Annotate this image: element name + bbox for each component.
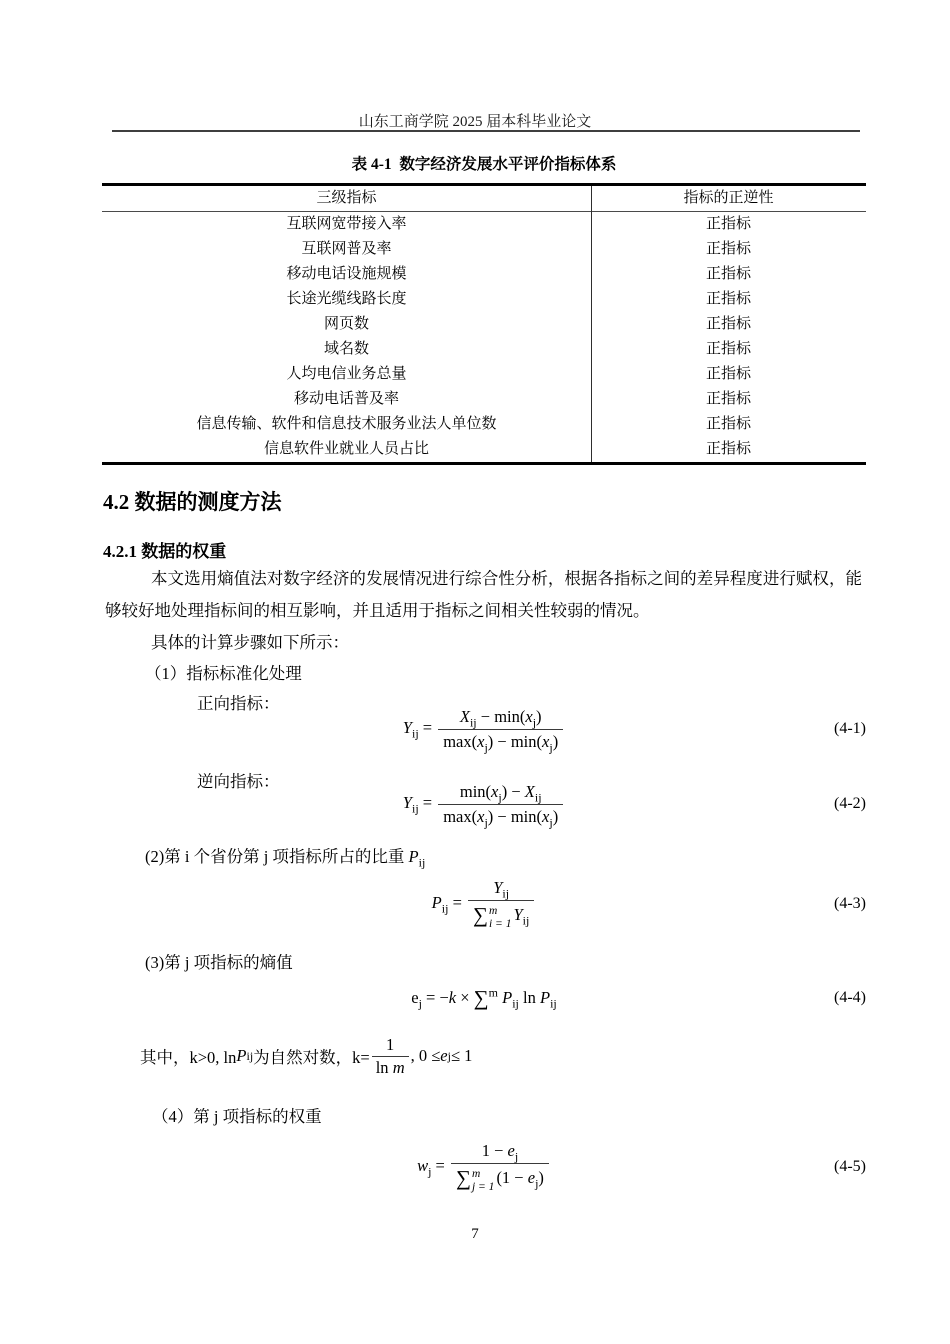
equation-4-2-body: [403, 782, 565, 827]
step-2-label: (2)第 i 个省份第 j 项指标所占的比重 $P_{ij}$: [145, 847, 426, 870]
indicator-cell: 信息软件业就业人员占比: [263, 441, 429, 457]
fraction-denominator: ∑ m j = 1 $(1 - e_j)$: [455, 1165, 544, 1193]
step-1-label: （1）指标标准化处理: [145, 664, 302, 683]
step-4-label: （4）第 j 项指标的权重: [152, 1107, 322, 1126]
table-row: [102, 287, 866, 312]
equation-number: (4-5): [834, 1158, 866, 1175]
fraction: [438, 707, 563, 752]
fraction-numerator: $1 - e_j$: [451, 1141, 549, 1164]
indicator-table: [102, 183, 866, 465]
fraction-denominator: $\max(x_j) - \min(x_j)$: [443, 731, 559, 754]
indicator-cell: 互联网宽带接入率: [286, 216, 407, 232]
equation-number: (4-4): [834, 989, 866, 1006]
col-header-indicator: 三级指标: [316, 190, 377, 206]
fraction: [438, 782, 563, 827]
direction-cell: 正指标: [705, 341, 751, 357]
paragraph-method-intro: 本文选用熵值法对数字经济的发展情况进行综合性分析，根据各指标之间的差异程度进行赋权，能够较好地处理指标间的相互影响，并且适用于指标之间相关性较弱的情况。: [105, 569, 862, 620]
table-row: [102, 412, 866, 437]
equation-4-2: [102, 777, 866, 831]
direction-cell: 正指标: [705, 266, 751, 282]
indicator-cell: 信息传输、软件和信息技术服务业法人单位数: [196, 416, 497, 432]
table-row: [102, 387, 866, 412]
col-header-direction: 指标的正逆性: [683, 190, 774, 206]
equation-4-3: [102, 876, 866, 932]
where-clause: 其中，k>0, ln P ij 为自然对数，k= $\frac{1}{\text{ln m}}$ , 0 ≤ e j ≤ 1: [140, 1034, 473, 1077]
equation-number: (4-2): [834, 795, 866, 812]
page-number: 7: [471, 1226, 479, 1242]
equation-4-5: [102, 1138, 866, 1196]
equation-lhs: $Y_{ij}$ =: [402, 792, 437, 816]
equation-4-4: [102, 986, 866, 1010]
table-title: 表 4-1 数字经济发展水平评价指标体系: [351, 156, 617, 173]
direction-cell: 正指标: [705, 241, 751, 257]
positive-indicator-label: 正向指标：: [197, 694, 280, 713]
direction-cell: 正指标: [705, 216, 751, 232]
fraction: [451, 1141, 549, 1194]
indicator-cell: 域名数: [323, 341, 369, 357]
equation-4-4-body: $e_j = -k \times \sum^m$ $P_{ij}$ $\ln P_{ij}$: [411, 985, 557, 1010]
indicator-cell: 移动电话设施规模: [286, 266, 407, 282]
table-row: [102, 212, 866, 237]
table-row: [102, 437, 866, 462]
equation-number: (4-3): [834, 895, 866, 912]
fraction-denominator: $\max(x_j) - \min(x_j)$: [443, 806, 559, 829]
equation-4-1: [102, 702, 866, 756]
step-3-label: (3)第 j 项指标的熵值: [145, 953, 293, 972]
indicator-cell: 移动电话普及率: [293, 391, 399, 407]
paragraph-steps-intro: 具体的计算步骤如下所示：: [151, 633, 349, 652]
equation-4-1-body: [403, 707, 565, 752]
direction-cell: 正指标: [705, 441, 751, 457]
direction-cell: 正指标: [705, 316, 751, 332]
section-heading-4-2: 4.2 数据的测度方法: [103, 490, 282, 514]
direction-cell: 正指标: [705, 416, 751, 432]
indicator-cell: 网页数: [323, 316, 369, 332]
page-header-title: 山东工商学院 2025 届本科毕业论文: [358, 114, 592, 130]
table-row: [102, 262, 866, 287]
table-row: [102, 362, 866, 387]
equation-lhs: $w_j$ =: [417, 1155, 449, 1179]
equation-lhs: $P_{ij}$ =: [431, 892, 466, 916]
fraction-numerator: $\min(x_j) - X_{ij}$: [438, 782, 563, 805]
indicator-cell: 人均电信业务总量: [286, 366, 407, 382]
header-rule: [112, 130, 860, 132]
direction-cell: 正指标: [705, 366, 751, 382]
table-row: [102, 312, 866, 337]
fraction-numerator: $Y_{ij}$: [468, 878, 534, 901]
fraction-numerator: $X_{ij} - \min(x_j)$: [438, 707, 563, 730]
equation-4-5-body: [417, 1141, 551, 1194]
direction-cell: 正指标: [705, 291, 751, 307]
equation-4-3-body: [432, 878, 537, 931]
section-heading-4-2-1: 4.2.1 数据的权重: [103, 542, 227, 561]
indicator-cell: 互联网普及率: [301, 241, 392, 257]
indicator-cell: 长途光缆线路长度: [286, 291, 407, 307]
table-header-row: [102, 186, 866, 212]
direction-cell: 正指标: [705, 391, 751, 407]
equation-lhs: $Y_{ij}$ =: [402, 717, 437, 741]
fraction: [468, 878, 534, 931]
table-row: [102, 237, 866, 262]
equation-number: (4-1): [834, 720, 866, 737]
table-column-divider: [591, 186, 592, 462]
fraction-denominator: ∑ m i = 1 $Y_{ij}$: [473, 902, 530, 930]
negative-indicator-label: 逆向指标：: [197, 772, 280, 791]
table-row: [102, 337, 866, 362]
